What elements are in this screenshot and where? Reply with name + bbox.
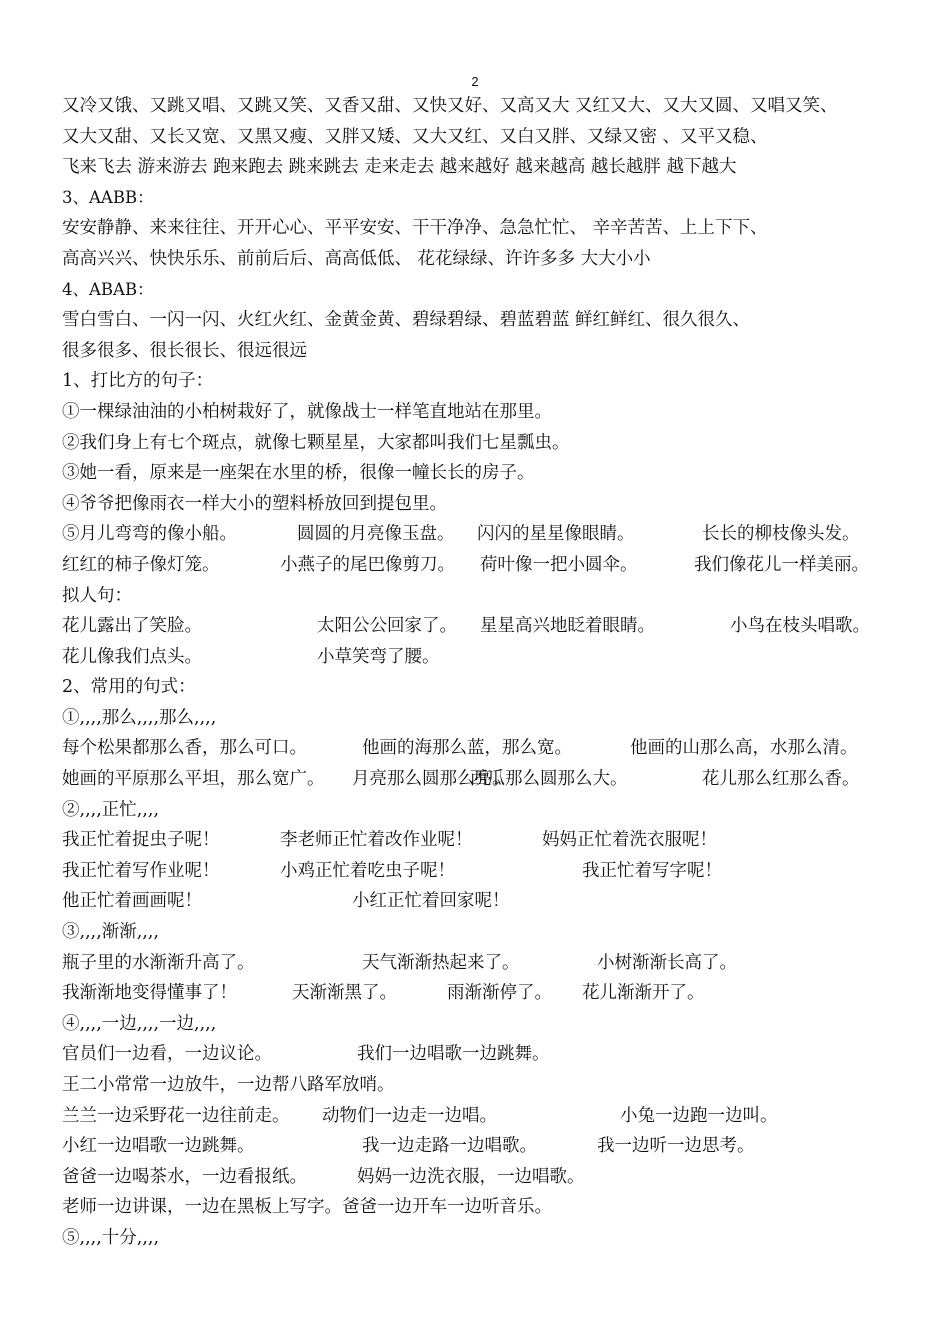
text-line <box>62 948 892 979</box>
text-segment: ⑤,,,,十分,,,, <box>62 1227 160 1248</box>
text-segment: 天气渐渐热起来了。 <box>362 952 520 973</box>
text-line <box>62 275 892 306</box>
text-segment: 我渐渐地变得懂事了！ <box>62 983 237 1004</box>
text-line <box>62 397 892 428</box>
text-line <box>62 458 892 489</box>
text-segment: ⑤月儿弯弯的像小船。 <box>62 524 237 545</box>
text-segment: 我正忙着写字呢！ <box>582 860 722 881</box>
text-segment: 瓶子里的水渐渐升高了。 <box>62 952 255 973</box>
text-segment: 花儿露出了笑脸。 <box>62 616 202 637</box>
text-segment: 我一边听一边思考。 <box>597 1136 755 1157</box>
text-segment: 西瓜那么圆那么大。 <box>470 769 628 790</box>
text-line <box>62 917 892 948</box>
text-segment: 星星高兴地眨着眼睛。 <box>480 616 655 637</box>
text-segment: 我正忙着写作业呢！ <box>62 860 220 881</box>
document-body <box>62 91 892 1254</box>
text-line <box>62 91 892 122</box>
text-segment: 长长的柳枝像头发。 <box>702 524 860 545</box>
text-line <box>62 1009 892 1040</box>
text-segment: 荷叶像一把小圆伞。 <box>480 554 638 575</box>
text-segment: 小燕子的尾巴像剪刀。 <box>280 554 455 575</box>
text-line <box>62 550 892 581</box>
text-segment: 我正忙着捉虫子呢！ <box>62 830 220 851</box>
text-segment: ④,,,,一边,,,,一边,,,, <box>62 1013 217 1034</box>
text-segment: 3、AABB： <box>62 187 154 207</box>
text-segment: ②,,,,正忙,,,, <box>62 799 160 820</box>
text-line <box>62 1039 892 1070</box>
text-line <box>62 886 892 917</box>
text-segment: 李老师正忙着改作业呢！ <box>280 830 473 851</box>
text-line <box>62 1101 892 1132</box>
text-segment: 小红正忙着回家呢！ <box>352 891 510 912</box>
text-segment: 飞来飞去 游来游去 跑来跑去 跳来跳去 走来走去 越来越好 越来越高 越长越胖 越下越大 <box>62 157 737 178</box>
text-line <box>62 1192 892 1223</box>
text-line <box>62 581 892 612</box>
text-segment: 他正忙着画画呢！ <box>62 891 202 912</box>
text-segment: 拟人句： <box>62 585 132 606</box>
text-segment: 小兔一边跑一边叫。 <box>620 1105 778 1126</box>
text-segment: 2、常用的句式： <box>62 677 196 698</box>
text-segment: 雪白雪白、一闪一闪、火红火红、金黄金黄、碧绿碧绿、碧蓝碧蓝 鲜红鲜红、很久很久、 <box>62 310 751 331</box>
text-line <box>62 152 892 183</box>
text-segment: ②我们身上有七个斑点，就像七颗星星，大家都叫我们七星瓢虫。 <box>62 432 570 453</box>
text-line <box>62 703 892 734</box>
text-line <box>62 978 892 1009</box>
text-line <box>62 1131 892 1162</box>
text-line <box>62 213 892 244</box>
text-segment: 小草笑弯了腰。 <box>317 646 440 667</box>
text-segment: 她画的平原那么平坦，那么宽广。 <box>62 769 325 790</box>
text-segment: 花儿那么红那么香。 <box>702 769 860 790</box>
text-segment: 很多很多、很长很长、很远很远 <box>62 340 307 361</box>
text-line <box>62 764 892 795</box>
text-segment: 官员们一边看，一边议论。 <box>62 1044 272 1065</box>
text-line <box>62 825 892 856</box>
text-segment: 天渐渐黑了。 <box>292 983 397 1004</box>
text-segment: ①一棵绿油油的小柏树栽好了，就像战士一样笔直地站在那里。 <box>62 401 552 422</box>
text-segment: 兰兰一边采野花一边往前走。 <box>62 1105 290 1126</box>
text-line <box>62 672 892 703</box>
text-line <box>62 733 892 764</box>
text-line <box>62 489 892 520</box>
text-segment: 闪闪的星星像眼睛。 <box>477 524 635 545</box>
text-line <box>62 244 892 275</box>
text-line <box>62 183 892 214</box>
text-segment: 又冷又饿、又跳又唱、又跳又笑、又香又甜、又快又好、又高又大 又红又大、又大又圆、又唱又笑、 <box>62 96 838 116</box>
text-line <box>62 428 892 459</box>
text-line <box>62 366 892 397</box>
text-segment: 花儿渐渐开了。 <box>582 983 705 1004</box>
text-segment: 小树渐渐长高了。 <box>597 952 737 973</box>
text-segment: 1、打比方的句子： <box>62 371 214 392</box>
text-segment: 王二小常常一边放牛，一边帮八路军放哨。 <box>62 1075 395 1095</box>
text-segment: 雨渐渐停了。 <box>447 983 552 1004</box>
text-segment: ①,,,,那么,,,,那么,,,, <box>62 707 217 728</box>
text-segment: 4、ABAB： <box>62 279 154 299</box>
text-segment: 高高兴兴、快快乐乐、前前后后、高高低低、 花花绿绿、许许多多 大大小小 <box>62 248 651 269</box>
text-segment: 动物们一边走一边唱。 <box>322 1105 497 1126</box>
text-segment: 安安静静、来来往往、开开心心、平平安安、干干净净、急急忙忙、 辛辛苦苦、上上下下、 <box>62 218 768 239</box>
text-segment: 他画的海那么蓝，那么宽。 <box>362 738 572 759</box>
text-line <box>62 642 892 673</box>
text-segment: 妈妈一边洗衣服，一边唱歌。 <box>357 1166 585 1187</box>
text-segment: 小鸟在枝头唱歌。 <box>730 616 870 637</box>
text-segment: 小红一边唱歌一边跳舞。 <box>62 1136 255 1157</box>
text-segment: 我们一边唱歌一边跳舞。 <box>357 1044 550 1065</box>
text-line <box>62 336 892 367</box>
text-segment: 红红的柿子像灯笼。 <box>62 554 220 575</box>
text-segment: 每个松果都那么香，那么可口。 <box>62 738 307 759</box>
text-segment: 我们像花儿一样美丽。 <box>694 554 869 575</box>
text-segment: ④爷爷把像雨衣一样大小的塑料桥放回到提包里。 <box>62 493 447 514</box>
text-line <box>62 1162 892 1193</box>
text-segment: ③,,,,渐渐,,,, <box>62 922 160 943</box>
page-number: 2 <box>471 74 479 89</box>
text-line <box>62 305 892 336</box>
text-segment: 花儿像我们点头。 <box>62 646 202 667</box>
text-line <box>62 856 892 887</box>
text-segment: 老师一边讲课，一边在黑板上写字。爸爸一边开车一边听音乐。 <box>62 1197 552 1218</box>
text-line <box>62 1070 892 1101</box>
text-line <box>62 122 892 153</box>
text-segment: 妈妈正忙着洗衣服呢！ <box>542 830 717 851</box>
text-segment: 我一边走路一边唱歌。 <box>362 1136 537 1157</box>
text-segment: 圆圆的月亮像玉盘。 <box>297 524 455 545</box>
text-line <box>62 1223 892 1254</box>
text-line <box>62 611 892 642</box>
text-segment: 又大又甜、又长又宽、又黑又瘦、又胖又矮、又大又红、又白又胖、又绿又密 、又平又稳、 <box>62 126 768 147</box>
text-line <box>62 519 892 550</box>
text-segment: 小鸡正忙着吃虫子呢！ <box>280 860 455 881</box>
text-segment: 太阳公公回家了。 <box>317 616 457 637</box>
text-line <box>62 795 892 826</box>
text-segment: 爸爸一边喝茶水，一边看报纸。 <box>62 1166 307 1187</box>
text-segment: ③她一看，原来是一座架在水里的桥，很像一幢长长的房子。 <box>62 463 535 484</box>
text-segment: 月亮那么圆那么亮。 <box>352 769 510 790</box>
text-segment: 他画的山那么高，水那么清。 <box>630 738 858 759</box>
